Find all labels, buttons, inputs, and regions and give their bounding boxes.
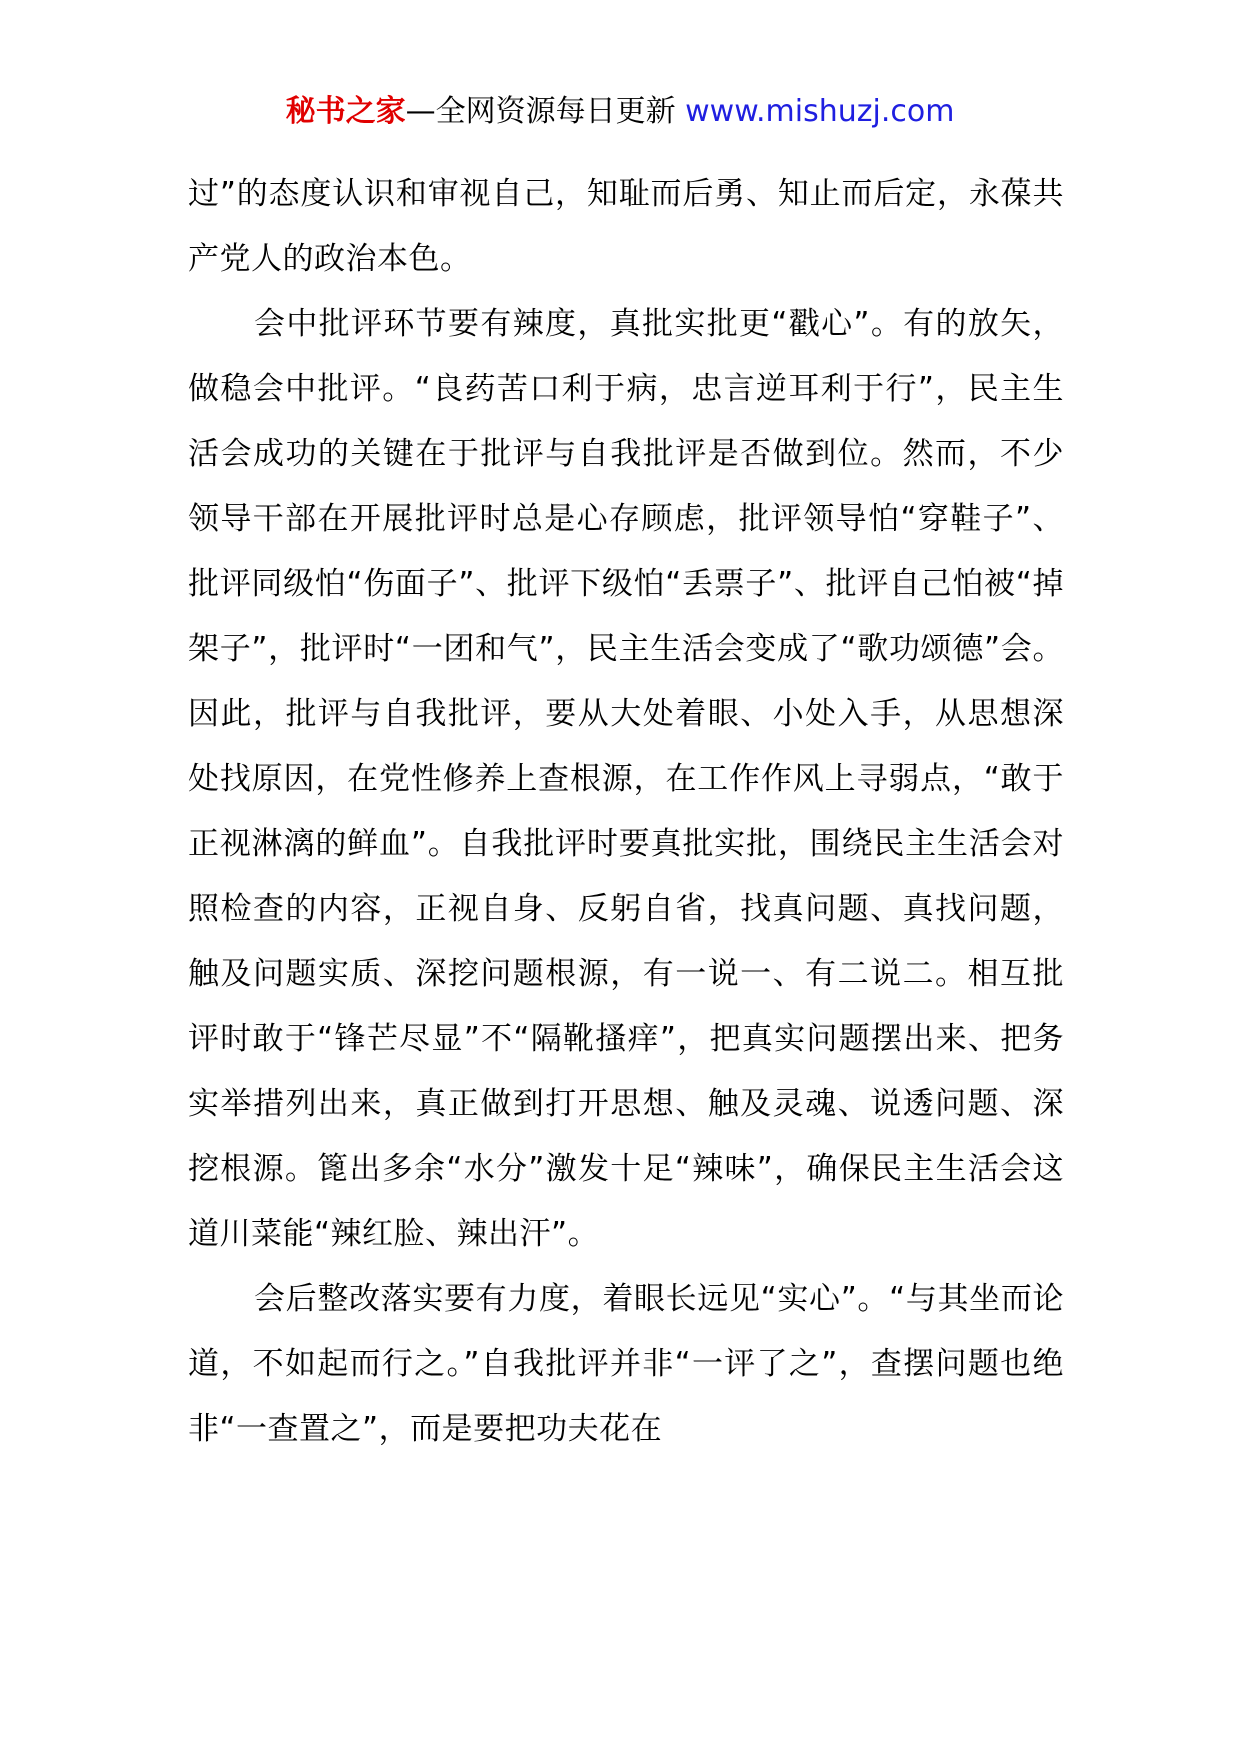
- paragraph-continuation: 过”的态度认识和审视自己，知耻而后勇、知止而后定，永葆共产党人的政治本色。: [188, 176, 1064, 277]
- brand-name: 秘书之家: [285, 94, 406, 129]
- page-header: [0, 92, 1240, 132]
- paragraph-rectification: 会后整改落实要有力度，着眼长远见“实心”。“与其坐而论道，不如起而行之。”自我批评并非“一评了之”，查摆问题也绝非“一查置之”，而是要把功夫花在: [188, 1281, 1064, 1447]
- site-url-link[interactable]: www.mishuzj.com: [685, 94, 955, 129]
- paragraph-criticism: 会中批评环节要有辣度，真批实批更“戳心”。有的放矢，做稳会中批评。“良药苦口利于病，忠言逆耳利于行”，民主生活会成功的关键在于批评与自我批评是否做到位。然而，不少领导干部在开展批评时总是心存顾虑，批评领导怕“穿鞋子”、批评同级怕“伤面子”、批评下级怕“丢票子”、批评自己怕被“掉架子”，批评时“一团和气”，民主生活会变成了“歌功颂德”会。因此，批评与自我批评，要从大处着眼、小处入手，从思想深处找原因，在党性修养上查根源，在工作作风上寻弱点，“敢于正视淋漓的鲜血”。自我批评时要真批实批，围绕民主生活会对照检查的内容，正视自身、反躬自省，找真问题、真找问题，触及问题实质、深挖问题根源，有一说一、有二说二。相互批评时敢于“锋芒尽显”不“隔靴搔痒”，把真实问题摆出来、把务实举措列出来，真正做到打开思想、触及灵魂、说透问题、深挖根源。篦出多余“水分”激发十足“辣味”，确保民主生活会这道川菜能“辣红脸、辣出汗”。: [188, 306, 1064, 1252]
- document-body: [188, 162, 1064, 1462]
- header-tagline: —全网资源每日更新: [405, 94, 676, 129]
